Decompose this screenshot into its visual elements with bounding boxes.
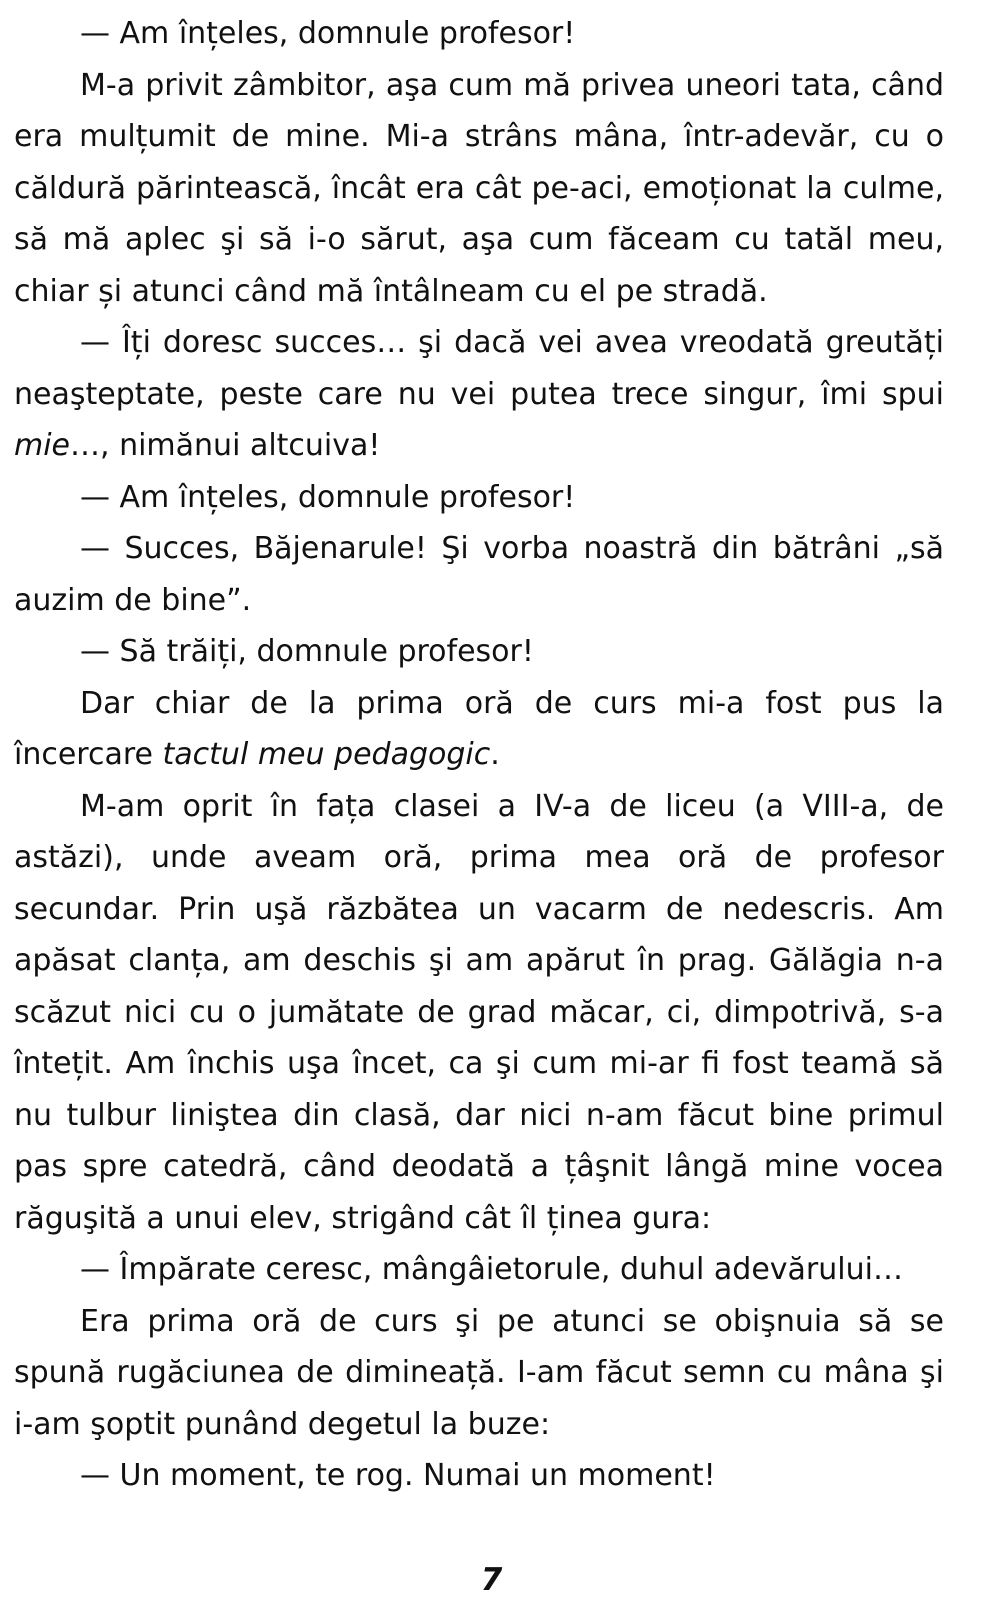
text-run: .	[490, 737, 500, 772]
dialogue-line: — Să trăiți, domnule profesor!	[80, 634, 534, 669]
narrative-paragraph	[14, 678, 944, 781]
dialogue-line: — Succes, Băjenarule! Şi vorba noastră din bătrâni „să auzim de bine”.	[14, 531, 944, 618]
text-run: …, nimănui altcuiva!	[70, 428, 381, 463]
narrative-paragraph: Era prima oră de curs şi pe atunci se obişnuia să se spună rugăciunea de dimineață. I-am făcut semn cu mâna şi i-am şoptit punând degetul la buze:	[14, 1303, 944, 1442]
dialogue-line: — Am înțeles, domnule profesor!	[80, 16, 576, 51]
text-run: Dar chiar de la prima oră de curs mi-a fost pus la încercare	[14, 685, 944, 772]
page-number: 7	[480, 1562, 503, 1598]
emphasized-text: mie	[14, 428, 71, 463]
book-page-text	[14, 8, 944, 1502]
dialogue-line: — Un moment, te rog. Numai un moment!	[80, 1458, 716, 1493]
narrative-paragraph: M-am oprit în fața clasei a IV-a de liceu (a VIII-a, de astăzi), unde aveam oră, prima mea oră de profesor secundar. Prin uşă răzbătea un vacarm de nedescris. Am apăsat clanța, am deschis şi am apărut în prag. Gălăgia n-a scăzut nici cu o jumătate de grad măcar, ci, dimpotrivă, s-a întețit. Am închis uşa încet, ca şi cum mi-ar fi fost teamă să nu tulbur liniştea din clasă, dar nici n-am făcut bine primul pas spre catedră, când deodată a țâşnit lângă mine vocea răguşită a unui elev, strigând cât îl ținea gura:	[14, 788, 944, 1236]
dialogue-line: — Împărate ceresc, mângâietorule, duhul adevărului…	[80, 1252, 903, 1287]
dialogue-line: — Am înțeles, domnule profesor!	[80, 479, 576, 515]
emphasized-text: tactul meu pedagogic	[162, 737, 491, 772]
narrative-paragraph: M-a privit zâmbitor, aşa cum mă privea uneori tata, când era mulțumit de mine. Mi-a strâns mâna, într-adevăr, cu o căldură părintească, încât era cât pe-aci, emoționat la culme, să mă aplec şi să i-o sărut, aşa cum făceam cu tatăl meu, chiar și atunci când mă întâlneam cu el pe stradă.	[14, 67, 944, 309]
dialogue-line	[14, 317, 944, 472]
text-run: — Îți doresc succes… şi dacă vei avea vreodată greutăți neaşteptate, peste care nu vei putea trece singur, îmi spui	[14, 325, 944, 412]
